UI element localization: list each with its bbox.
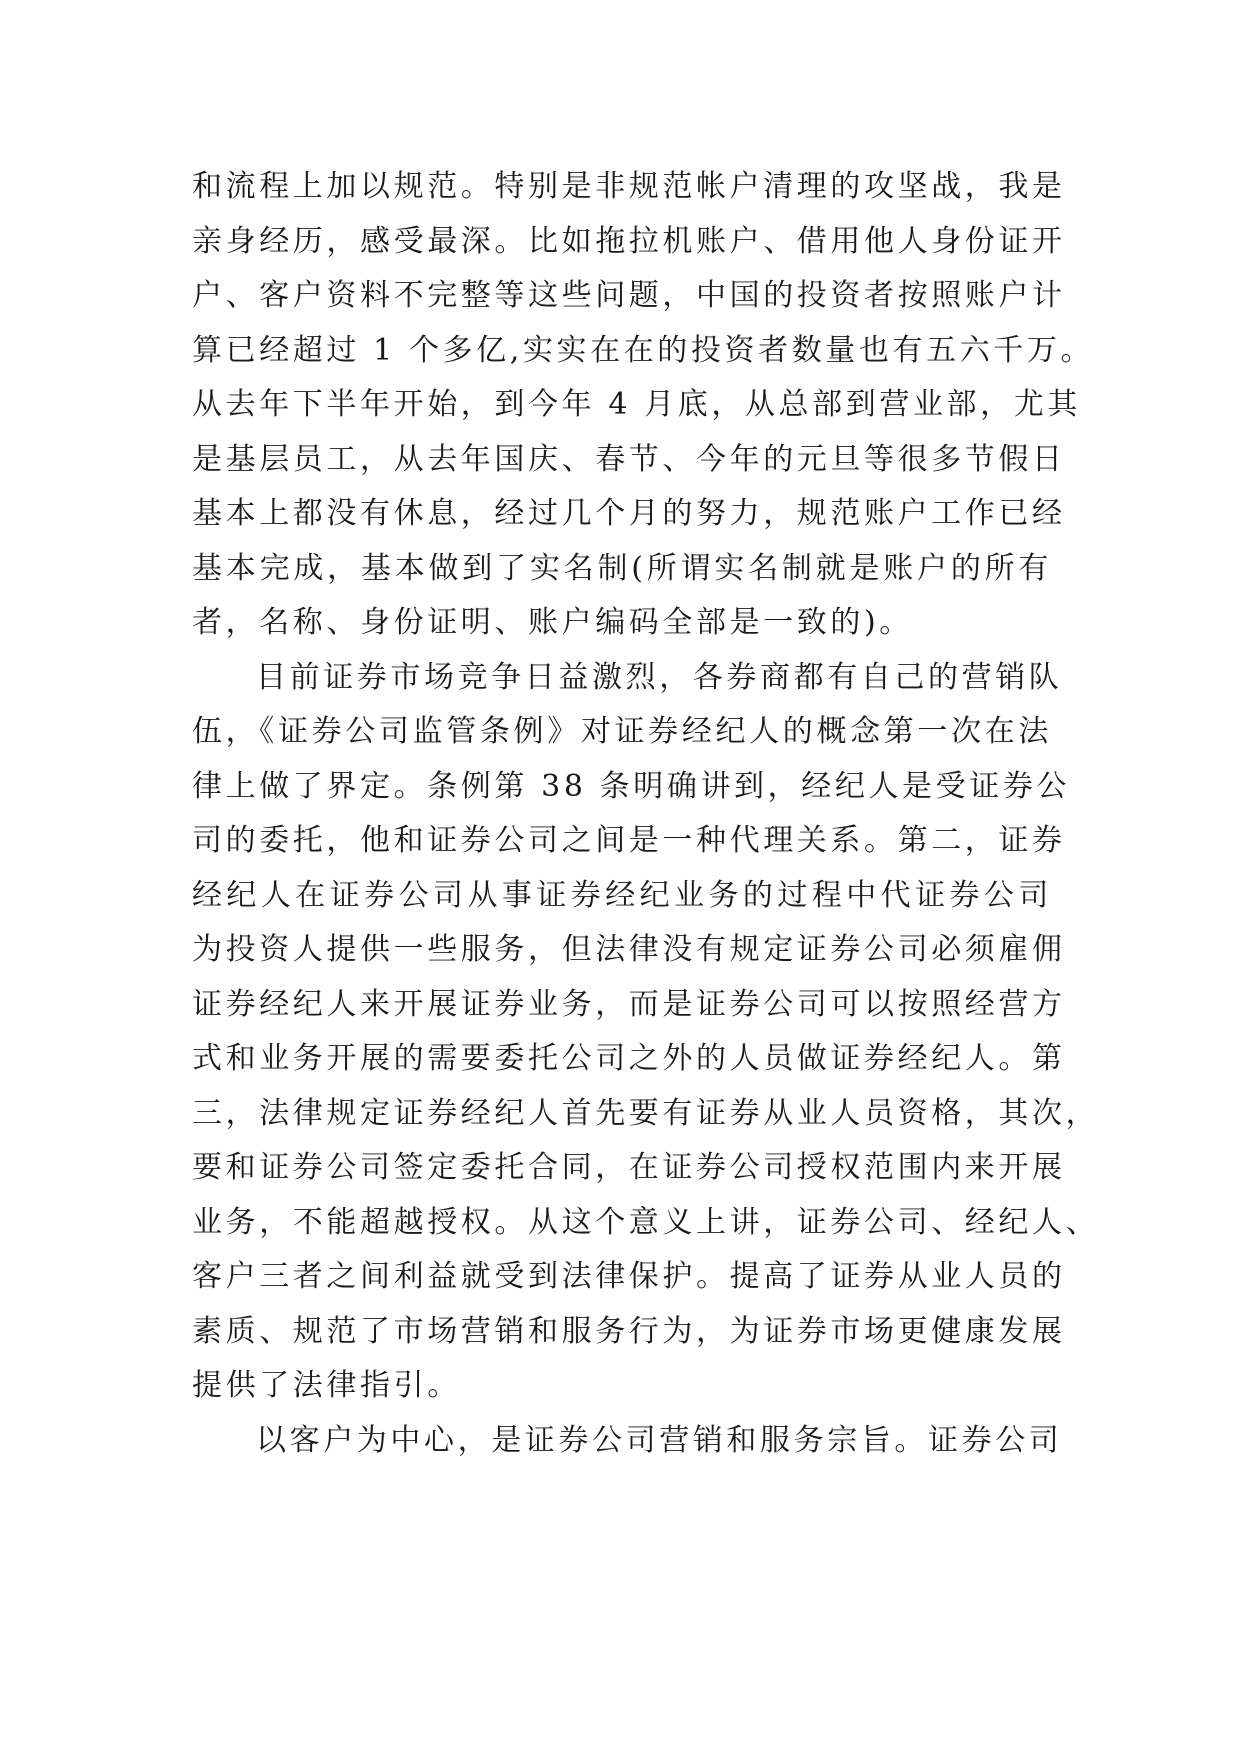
paragraph-line: 提供了法律指引。 bbox=[192, 1368, 461, 1403]
paragraph-1 bbox=[192, 160, 1095, 651]
paragraph-line: 业务，不能超越授权。从这个意义上讲，证券公司、经纪人、 bbox=[192, 1204, 1100, 1240]
paragraph-line: 者，名称、身份证明、账户编码全部是一致的)。 bbox=[192, 605, 913, 640]
paragraph-line: 三，法律规定证券经纪人首先要有证券从业人员资格，其次， bbox=[192, 1095, 1100, 1131]
paragraph-line: 基本上都没有休息，经过几个月的努力，规范账户工作已经 bbox=[192, 496, 1066, 531]
paragraph-line: 以客户为中心，是证券公司营销和服务宗旨。证券公司 bbox=[256, 1422, 1063, 1458]
paragraph-line: 基本完成，基本做到了实名制(所谓实名制就是账户的所有 bbox=[192, 550, 1052, 586]
paragraph-line: 算已经超过 1 个多亿,实实在在的投资者数量也有五六千万。 bbox=[192, 332, 1095, 368]
paragraph-line: 亲身经历，感受最深。比如拖拉机账户、借用他人身份证开 bbox=[192, 223, 1066, 259]
paragraph-3 bbox=[192, 1414, 1063, 1469]
paragraph-line: 证券经纪人来开展证券业务，而是证券公司可以按照经营方 bbox=[192, 986, 1066, 1022]
paragraph-line: 要和证券公司签定委托合同，在证券公司授权范围内来开展 bbox=[192, 1150, 1066, 1185]
paragraph-line: 伍，《证券公司监管条例》对证券经纪人的概念第一次在法 bbox=[192, 714, 1052, 749]
paragraph-line: 户、客户资料不完整等这些问题，中国的投资者按照账户计 bbox=[192, 278, 1066, 313]
paragraph-line: 客户三者之间利益就受到法律保护。提高了证券从业人员的 bbox=[192, 1259, 1066, 1294]
document-body bbox=[192, 160, 1100, 1468]
paragraph-line: 司的委托，他和证券公司之间是一种代理关系。第二，证券 bbox=[192, 823, 1066, 858]
paragraph-line: 式和业务开展的需要委托公司之外的人员做证券经纪人。第 bbox=[192, 1041, 1066, 1076]
paragraph-line: 素质、规范了市场营销和服务行为，为证券市场更健康发展 bbox=[192, 1313, 1066, 1349]
paragraph-line: 为投资人提供一些服务，但法律没有规定证券公司必须雇佣 bbox=[192, 932, 1066, 967]
paragraph-line: 经纪人在证券公司从事证券经纪业务的过程中代证券公司 bbox=[192, 877, 1052, 913]
paragraph-line: 和流程上加以规范。特别是非规范帐户清理的攻坚战，我是 bbox=[192, 169, 1066, 204]
paragraph-line: 是基层员工，从去年国庆、春节、今年的元旦等很多节假日 bbox=[192, 441, 1066, 477]
paragraph-line: 从去年下半年开始，到今年 4 月底，从总部到营业部，尤其 bbox=[192, 387, 1081, 422]
paragraph-line: 目前证券市场竞争日益激烈，各券商都有自己的营销队 bbox=[256, 659, 1063, 695]
paragraph-line: 律上做了界定。条例第 38 条明确讲到，经纪人是受证券公 bbox=[192, 768, 1071, 804]
paragraph-2 bbox=[192, 651, 1100, 1414]
